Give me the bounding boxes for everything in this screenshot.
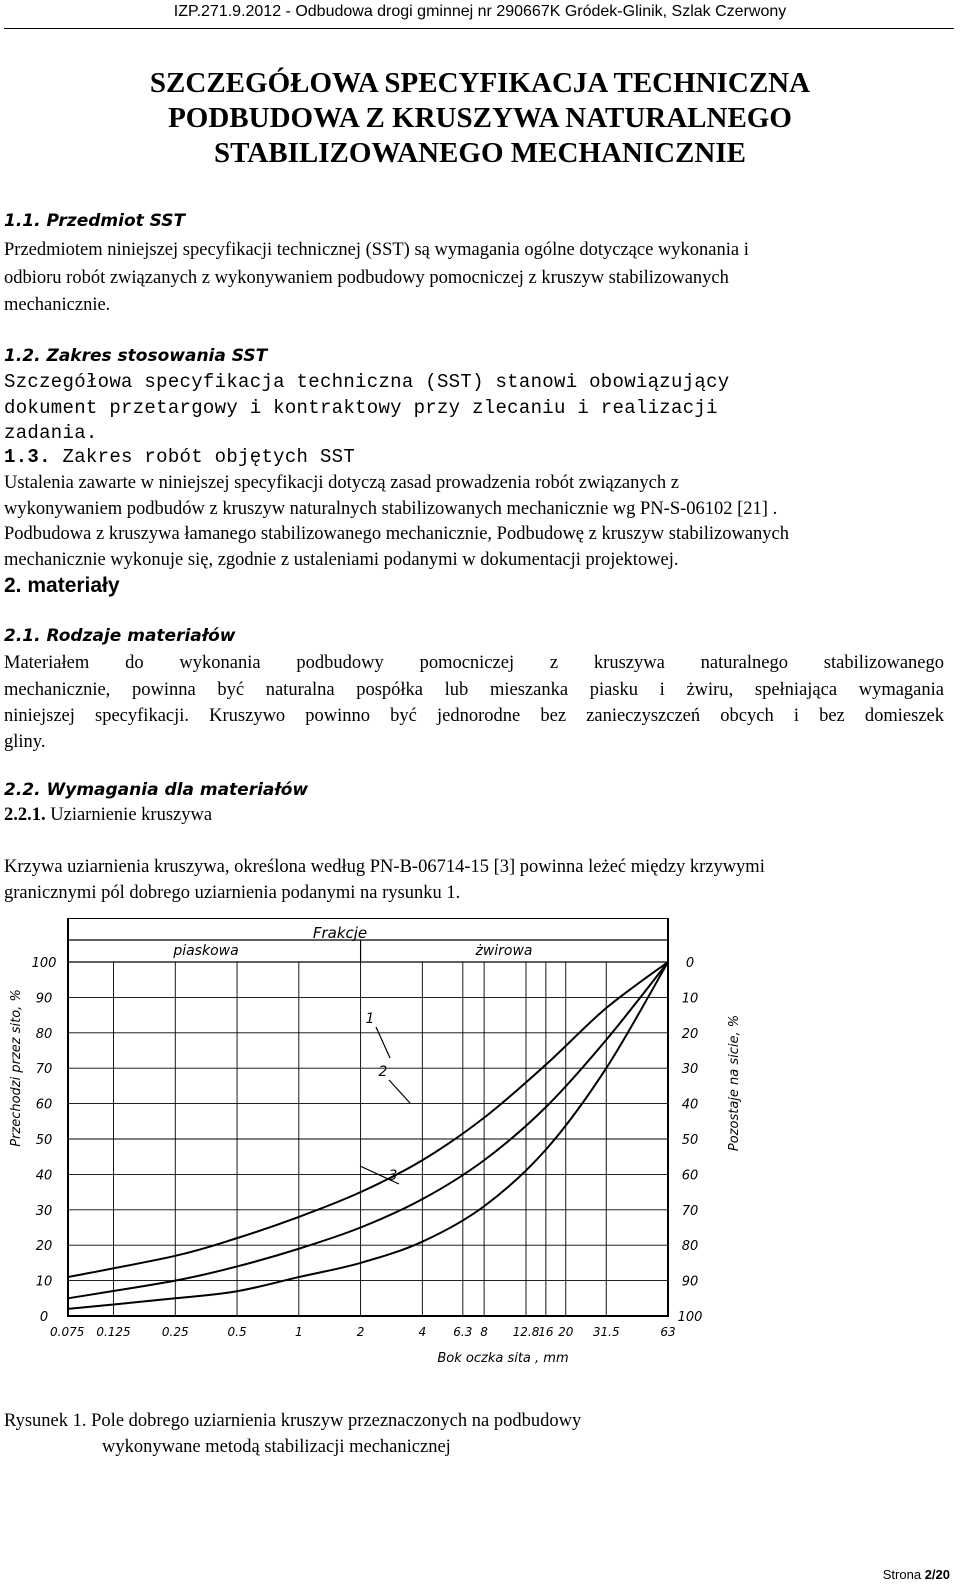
- x-tick-label: 0.5: [227, 1325, 247, 1339]
- y-tick-left: 0: [39, 1310, 49, 1325]
- title-line-1: SZCZEGÓŁOWA SPECYFIKACJA TECHNICZNA: [149, 67, 811, 99]
- title-line-2: PODBUDOWA Z KRUSZYWA NATURALNEGO: [168, 102, 792, 134]
- y-tick-left: 10: [35, 1274, 53, 1290]
- x-tick-label: 2: [356, 1325, 365, 1339]
- y-tick-right: 60: [681, 1168, 699, 1184]
- series-label-1: 1: [365, 1011, 375, 1027]
- y-tick-right: 80: [681, 1239, 699, 1255]
- y-tick-left: 70: [35, 1062, 53, 1078]
- header-rule: [4, 28, 954, 29]
- series-leader-2: [389, 1080, 410, 1103]
- x-tick-label: 8: [480, 1325, 488, 1339]
- fraction-sand-label: piaskowa: [173, 943, 239, 959]
- section-1-3-line-3: Podbudowa z kruszywa łamanego stabilizowanego mechanicznie, Podbudowę z kruszyw stabilizowanych: [4, 524, 789, 544]
- section-2-2-1-title: Uziarnienie kruszywa: [45, 805, 213, 825]
- section-2-heading: 2. materiały: [4, 574, 120, 597]
- y-tick-right: 100: [677, 1310, 703, 1325]
- section-2-2-line-2: granicznymi pól dobrego uziarnienia podanymi na rysunku 1.: [4, 883, 461, 903]
- section-2-2-heading: 2.2. Wymagania dla materiałów: [4, 780, 309, 800]
- page-number-prefix: Strona: [882, 1567, 925, 1582]
- y-tick-right: 40: [681, 1097, 699, 1113]
- section-1-2-line-2: dokument przetargowy i kontraktowy przy zlecaniu i realizacji: [4, 397, 718, 419]
- section-2-2-1-heading: [4, 803, 212, 828]
- section-1-3-title: Zakres robót objętych SST: [50, 446, 356, 468]
- section-2-1-line-1: Materiałem do wykonania podbudowy pomocniczej z kruszywa naturalnego stabilizowanego: [4, 653, 944, 673]
- page-number: 2/20: [924, 1567, 950, 1582]
- section-2-2-1-number: 2.2.1.: [4, 805, 46, 825]
- y-tick-left: 90: [35, 991, 53, 1007]
- y-axis-label-left: Przechodzi przez sito, %: [9, 989, 24, 1147]
- x-tick-label: 16: [538, 1325, 554, 1339]
- x-tick-label: 4: [418, 1325, 427, 1339]
- y-tick-left: 60: [35, 1097, 53, 1113]
- section-1-3-line-2: wykonywaniem podbudów z kruszyw naturalnych stabilizowanych mechanicznie wg PN-S-06102 [21] .: [4, 499, 778, 519]
- section-1-2-line-3: zadania.: [4, 422, 98, 444]
- x-tick-label: 1: [294, 1325, 303, 1339]
- x-tick-label: 63: [660, 1325, 676, 1339]
- y-tick-right: 30: [681, 1062, 699, 1078]
- series-label-2: 2: [378, 1064, 388, 1080]
- y-tick-right: 20: [681, 1026, 699, 1042]
- section-1-3-heading: [4, 444, 355, 470]
- x-tick-label: 0.075: [50, 1325, 85, 1339]
- chart-series: [68, 962, 668, 1309]
- section-1-3-number: 1.3.: [4, 446, 51, 468]
- y-tick-left: 50: [35, 1133, 53, 1148]
- section-1-1-line-1: Przedmiotem niniejszej specyfikacji technicznej (SST) są wymagania ogólne dotyczące wykonania i: [4, 240, 749, 260]
- title-line-3: STABILIZOWANEGO MECHANICZNIE: [213, 137, 747, 169]
- x-tick-label: 31.5: [592, 1325, 620, 1339]
- figure-caption-line-2: wykonywane metodą stabilizacji mechanicznej: [102, 1437, 451, 1457]
- y-tick-left: 30: [35, 1203, 53, 1219]
- section-1-2-heading: 1.2. Zakres stosowania SST: [4, 346, 268, 366]
- section-2-2-line-1: Krzywa uziarnienia kruszywa, określona według PN-B-06714-15 [3] powinna leżeć między krzywymi: [4, 857, 765, 877]
- chart-title: Frakcje: [312, 924, 368, 942]
- section-1-3-line-4: mechanicznie wykonuje się, zgodnie z ustaleniami podanymi w dokumentacji projektowej.: [4, 550, 679, 570]
- section-1-1-heading: 1.1. Przedmiot SST: [4, 211, 186, 231]
- series-leader-1: [376, 1027, 390, 1058]
- y-tick-left: 20: [35, 1239, 53, 1255]
- section-1-1-line-2: odbioru robót związanych z wykonywaniem podbudowy pomocniczej z kruszyw stabilizowanych: [4, 268, 729, 288]
- section-2-1-heading: 2.1. Rodzaje materiałów: [4, 626, 236, 646]
- section-1-2-line-1: Szczegółowa specyfikacja techniczna (SST) stanowi obowiązujący: [4, 371, 730, 393]
- section-2-1-line-3: niniejszej specyfikacji. Kruszywo powinno być jednorodne bez zanieczyszczeń obcych i bez domieszek: [4, 706, 944, 726]
- figure-caption-line-1: Rysunek 1. Pole dobrego uziarnienia kruszyw przeznaczonych na podbudowy: [4, 1411, 582, 1431]
- fraction-gravel-label: żwirowa: [475, 943, 533, 959]
- y-tick-right: 70: [681, 1203, 699, 1219]
- series-curve-1: [68, 962, 668, 1277]
- y-tick-right: 0: [685, 956, 695, 971]
- y-tick-right: 90: [681, 1274, 699, 1290]
- page-header: IZP.271.9.2012 - Odbudowa drogi gminnej nr 290667K Gródek-Glinik, Szlak Czerwony: [173, 3, 787, 20]
- chart-grid: [68, 918, 668, 1316]
- y-tick-right: 50: [681, 1133, 699, 1148]
- page-footer: [883, 1567, 950, 1582]
- y-tick-left: 80: [35, 1026, 53, 1042]
- section-1-3-line-1: Ustalenia zawarte w niniejszej specyfikacji dotyczą zasad prowadzenia robót związanych z: [4, 473, 679, 493]
- section-1-1-line-3: mechanicznie.: [4, 295, 111, 315]
- x-tick-label: 6.3: [453, 1325, 473, 1339]
- x-axis-label: Bok oczka sita , mm: [437, 1351, 569, 1366]
- section-2-1-line-2: mechanicznie, powinna być naturalna pospółka lub mieszanka piasku i żwiru, spełniająca wymagania: [4, 680, 944, 700]
- chart-frame: [68, 918, 668, 1316]
- series-label-3: 3: [388, 1168, 398, 1184]
- y-tick-left: 40: [35, 1168, 53, 1184]
- section-2-1-line-4: gliny.: [4, 732, 46, 752]
- x-tick-label: 0.25: [161, 1325, 189, 1339]
- y-tick-right: 10: [681, 991, 699, 1007]
- x-tick-label: 12.8: [512, 1325, 540, 1339]
- y-axis-label-right: Pozostaje na sicie, %: [727, 1014, 742, 1152]
- y-tick-left: 100: [31, 956, 57, 971]
- grading-chart: [0, 918, 960, 1378]
- x-tick-label: 20: [558, 1325, 574, 1339]
- x-tick-label: 0.125: [96, 1325, 131, 1339]
